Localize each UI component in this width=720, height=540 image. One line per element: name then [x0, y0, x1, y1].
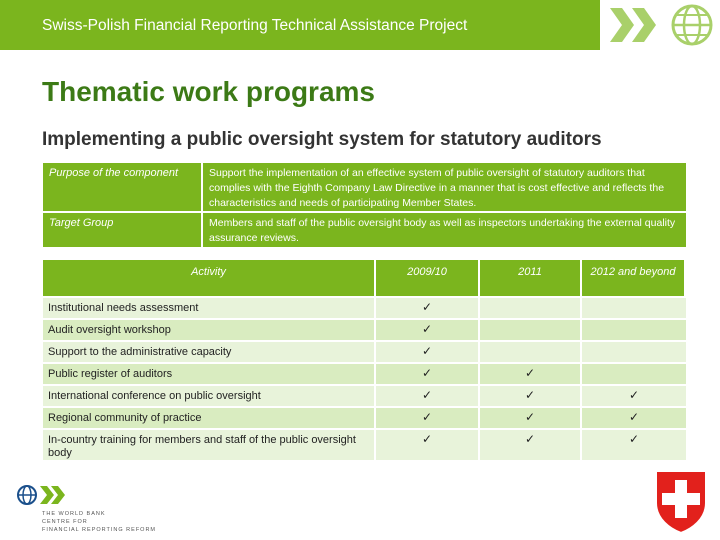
table-row	[43, 298, 686, 320]
column-header-2009-10: 2009/10	[376, 260, 480, 298]
info-value: Support the implementation of an effective system of public oversight of statutory auditors that complies with the Eighth Company Law Directive in a manner that is cost effective and reflects the characteristics and needs of participating Member States.	[203, 163, 686, 213]
wb-line-3: FINANCIAL REPORTING REFORM	[42, 527, 157, 533]
column-header-activity: Activity	[43, 260, 376, 298]
check-cell-2011	[480, 320, 582, 342]
table-row	[43, 408, 686, 430]
check-cell-2012-beyond: ✓	[582, 430, 686, 462]
info-label: Purpose of the component	[43, 163, 203, 213]
table-row	[43, 430, 686, 462]
slide-subtitle: Implementing a public oversight system for statutory auditors	[42, 129, 602, 150]
chevrons-icon	[604, 2, 666, 48]
check-cell-2009-10: ✓	[376, 364, 480, 386]
check-cell-2012-beyond	[582, 298, 686, 320]
wb-line-1: THE WORLD BANK	[42, 511, 106, 517]
header-title: Swiss-Polish Financial Reporting Technical Assistance Project	[42, 17, 468, 34]
column-header-2012-beyond: 2012 and beyond	[582, 260, 686, 298]
check-cell-2011: ✓	[480, 408, 582, 430]
check-cell-2009-10: ✓	[376, 342, 480, 364]
table-row	[43, 386, 686, 408]
info-label: Target Group	[43, 213, 203, 249]
swiss-shield-logo	[652, 467, 710, 535]
table-row	[43, 364, 686, 386]
check-cell-2011: ✓	[480, 364, 582, 386]
info-row-target-group	[43, 213, 686, 249]
world-bank-text	[42, 510, 156, 534]
activity-cell: In-country training for members and staff of the public oversight body	[43, 430, 376, 462]
check-cell-2009-10: ✓	[376, 320, 480, 342]
info-table	[43, 163, 686, 249]
activity-table	[43, 260, 686, 462]
activity-cell: Institutional needs assessment	[43, 298, 376, 320]
table-row	[43, 342, 686, 364]
globe-icon	[668, 2, 716, 48]
check-cell-2009-10: ✓	[376, 386, 480, 408]
check-cell-2012-beyond: ✓	[582, 386, 686, 408]
wb-line-2: CENTRE FOR	[42, 519, 88, 525]
check-cell-2011	[480, 298, 582, 320]
activity-table-header	[43, 260, 686, 298]
check-cell-2011: ✓	[480, 386, 582, 408]
activity-cell: International conference on public oversight	[43, 386, 376, 408]
info-value: Members and staff of the public oversight body as well as inspectors undertaking the external quality assurance reviews.	[203, 213, 686, 249]
check-cell-2012-beyond	[582, 364, 686, 386]
check-cell-2011	[480, 342, 582, 364]
activity-cell: Support to the administrative capacity	[43, 342, 376, 364]
activity-cell: Audit oversight workshop	[43, 320, 376, 342]
check-cell-2009-10: ✓	[376, 430, 480, 462]
table-row	[43, 320, 686, 342]
header-bar	[0, 0, 600, 50]
activity-cell: Public register of auditors	[43, 364, 376, 386]
check-cell-2011: ✓	[480, 430, 582, 462]
check-cell-2012-beyond	[582, 320, 686, 342]
slide-title: Thematic work programs	[42, 76, 375, 107]
check-cell-2009-10: ✓	[376, 298, 480, 320]
check-cell-2012-beyond	[582, 342, 686, 364]
activity-cell: Regional community of practice	[43, 408, 376, 430]
info-row-purpose	[43, 163, 686, 213]
activity-table-body	[43, 298, 686, 462]
check-cell-2012-beyond: ✓	[582, 408, 686, 430]
check-cell-2009-10: ✓	[376, 408, 480, 430]
column-header-2011: 2011	[480, 260, 582, 298]
